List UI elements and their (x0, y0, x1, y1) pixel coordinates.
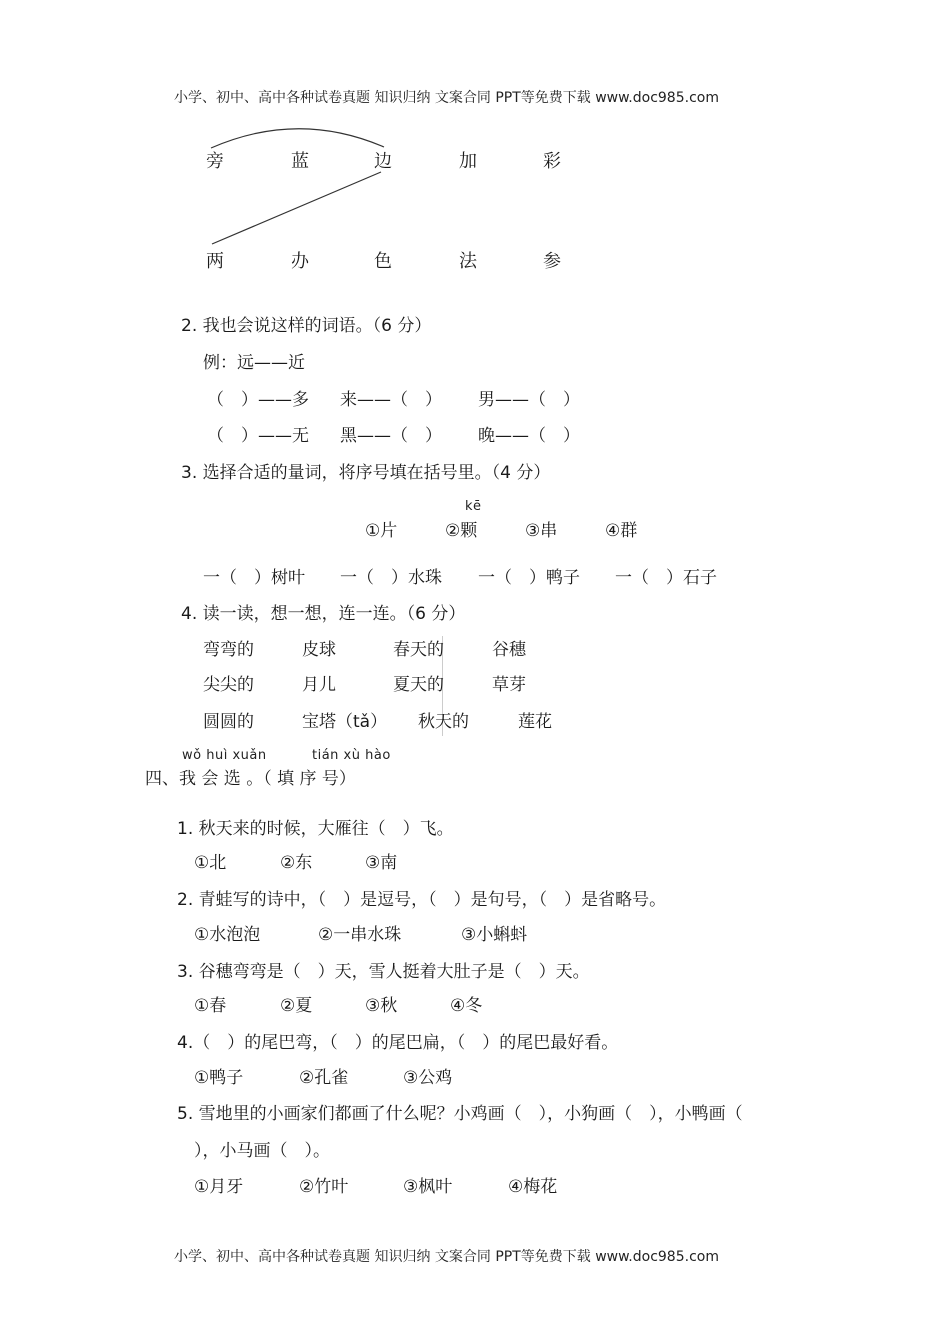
q4-word[interactable]: 春天的 (393, 640, 444, 660)
choice-option[interactable]: ①月牙 (194, 1177, 244, 1197)
q2-blank[interactable]: 晚——（ ） (478, 426, 580, 446)
choice-option[interactable]: ③南 (365, 853, 398, 873)
match-bottom-char[interactable]: 办 (291, 251, 309, 272)
page-header: 小学、初中、高中各种试卷真题 知识归纳 文案合同 PPT等免费下载 www.doc985.com (174, 90, 719, 106)
match-top-char[interactable]: 彩 (543, 151, 561, 172)
choice-option[interactable]: ①北 (194, 853, 227, 873)
q3-blank[interactable]: 一（ ）石子 (615, 568, 717, 588)
q2-blank[interactable]: 来——（ ） (340, 390, 442, 410)
choice-option[interactable]: ①春 (194, 996, 227, 1016)
q3-option: ①片 (365, 521, 398, 541)
section4-title: 四、我 会 选 。（ 填 序 号） (145, 769, 356, 789)
q4-title: 4. 读一读，想一想，连一连。（6 分） (181, 604, 466, 624)
q4-word[interactable]: 秋天的 (418, 712, 469, 732)
match-top-char[interactable]: 蓝 (291, 151, 309, 172)
q3-blank[interactable]: 一（ ）水珠 (340, 568, 442, 588)
choice-question: 2. 青蛙写的诗中，（ ）是逗号，（ ）是句号，（ ）是省略号。 (177, 890, 667, 910)
q2-title: 2. 我也会说这样的词语。（6 分） (181, 316, 432, 336)
q4-word[interactable]: 夏天的 (393, 675, 444, 695)
match-bottom-char[interactable]: 参 (543, 251, 561, 272)
choice-option[interactable]: ③公鸡 (403, 1068, 453, 1088)
choice-option[interactable]: ①水泡泡 (194, 925, 261, 945)
q3-option: ②颗 (445, 521, 478, 541)
match-bottom-char[interactable]: 色 (374, 251, 392, 272)
choice-option[interactable]: ①鸭子 (194, 1068, 244, 1088)
q3-option: ③串 (525, 521, 558, 541)
q2-blank[interactable]: 黑——（ ） (340, 426, 442, 446)
choice-option[interactable]: ②东 (280, 853, 313, 873)
q3-title: 3. 选择合适的量词，将序号填在括号里。（4 分） (181, 463, 551, 483)
connect-line-arc (211, 129, 384, 148)
page-footer: 小学、初中、高中各种试卷真题 知识归纳 文案合同 PPT等免费下载 www.doc985.com (174, 1249, 719, 1265)
match-top-char[interactable]: 旁 (206, 151, 224, 172)
q3-blank[interactable]: 一（ ）鸭子 (478, 568, 580, 588)
choice-question: 3. 谷穗弯弯是（ ）天，雪人挺着大肚子是（ ）天。 (177, 962, 590, 982)
q4-word[interactable]: 莲花 (518, 712, 552, 732)
q4-word[interactable]: 弯弯的 (203, 640, 254, 660)
section4-pinyin-1: wǒ huì xuǎn (182, 748, 267, 763)
choice-option[interactable]: ④梅花 (508, 1177, 558, 1197)
q4-word[interactable]: 谷穗 (492, 640, 526, 660)
choice-option[interactable]: ③枫叶 (403, 1177, 453, 1197)
choice-option[interactable]: ②竹叶 (299, 1177, 349, 1197)
match-bottom-char[interactable]: 法 (459, 251, 477, 272)
choice-option[interactable]: ③秋 (365, 996, 398, 1016)
choice-question-cont: ），小马画（ ）。 (194, 1141, 330, 1161)
choice-question: 4.（ ）的尾巴弯，（ ）的尾巴扁，（ ）的尾巴最好看。 (177, 1033, 619, 1053)
choice-question: 5. 雪地里的小画家们都画了什么呢？小鸡画（ ），小狗画（ ），小鸭画（ (177, 1104, 743, 1124)
choice-question: 1. 秋天来的时候，大雁往（ ）飞。 (177, 819, 454, 839)
choice-option[interactable]: ③小蝌蚪 (461, 925, 528, 945)
q2-blank[interactable]: （ ）——多 (207, 390, 309, 410)
q4-word[interactable]: 草芽 (492, 675, 526, 695)
q3-option: ④群 (605, 521, 638, 541)
q4-word[interactable]: 宝塔（tǎ） (302, 712, 388, 732)
section4-pinyin-2: tián xù hào (312, 748, 391, 763)
q2-blank[interactable]: （ ）——无 (207, 426, 309, 446)
q4-word[interactable]: 皮球 (302, 640, 336, 660)
q4-word[interactable]: 月儿 (302, 675, 336, 695)
q4-word[interactable]: 尖尖的 (203, 675, 254, 695)
match-bottom-char[interactable]: 两 (206, 251, 224, 272)
pinyin-ke: kē (465, 499, 482, 514)
q2-example: 例：远——近 (203, 353, 305, 373)
q4-word[interactable]: 圆圆的 (203, 712, 254, 732)
choice-option[interactable]: ④冬 (450, 996, 483, 1016)
choice-option[interactable]: ②夏 (280, 996, 313, 1016)
connect-line-diagonal (212, 172, 381, 244)
match-top-char[interactable]: 边 (374, 151, 392, 172)
choice-option[interactable]: ②一串水珠 (318, 925, 402, 945)
q2-blank[interactable]: 男——（ ） (478, 390, 580, 410)
match-top-char[interactable]: 加 (459, 151, 477, 172)
q3-blank[interactable]: 一（ ）树叶 (203, 568, 305, 588)
choice-option[interactable]: ②孔雀 (299, 1068, 349, 1088)
